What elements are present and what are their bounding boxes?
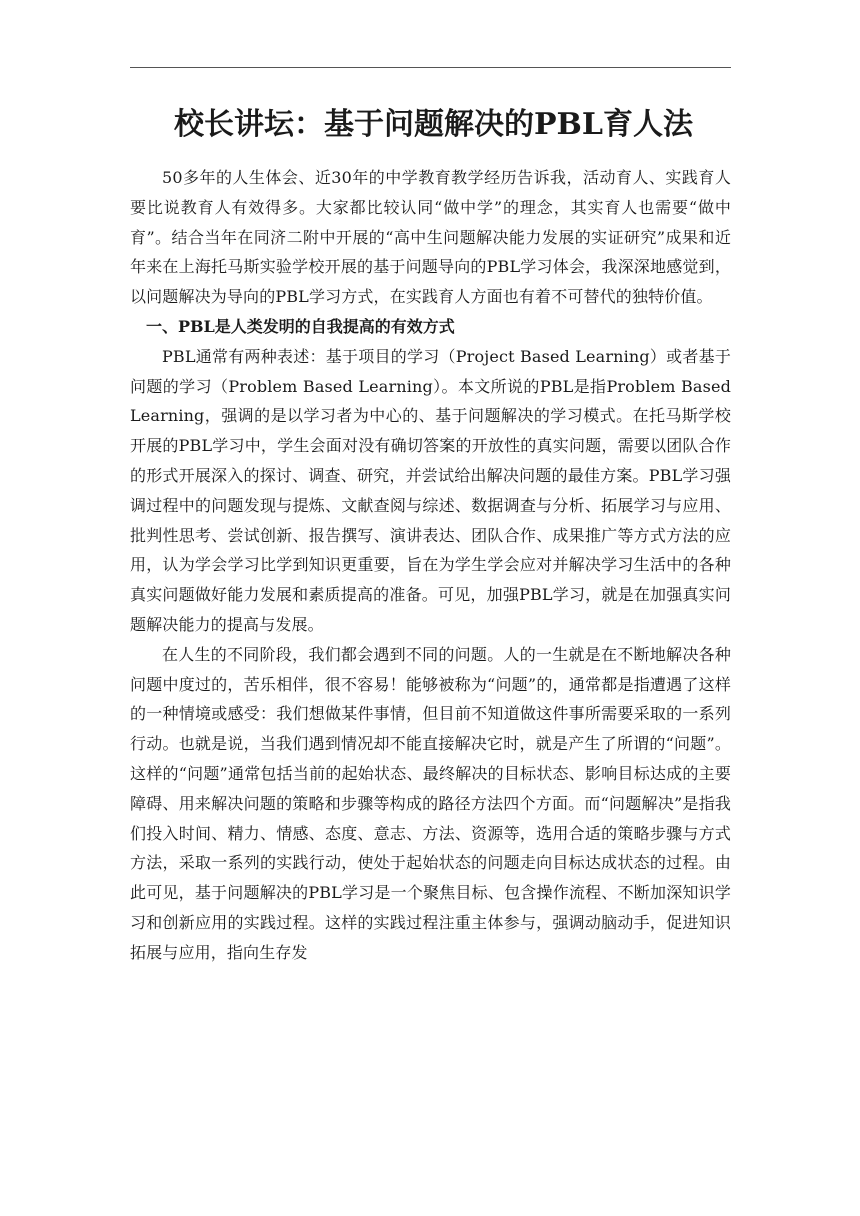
header-rule — [130, 67, 731, 68]
body-paragraph: PBL通常有两种表述：基于项目的学习（Project Based Learning）或者基于问题的学习（Problem Based Learning）。本文所说的PBL是指Problem Based Learning，强调的是以学习者为中心的、基于问题解决的学习模式。在托马斯学校开展的PBL学习中，学生会面对没有确切答案的开放性的真实问题，需要以团队合作的形式开展深入的探讨、调查、研究，并尝试给出解决问题的最佳方案。PBL学习强调过程中的问题发现与提炼、文献查阅与综述、数据调查与分析、拓展学习与应用、批判性思考、尝试创新、报告撰写、演讲表达、团队合作、成果推广等方式方法的应用，认为学会学习比学到知识更重要，旨在为学生学会应对并解决学习生活中的各种真实问题做好能力发展和素质提高的准备。可见，加强PBL学习，就是在加强真实问题解决能力的提高与发展。 — [130, 346, 731, 634]
section-heading: 一、PBL是人类发明的自我提高的有效方式 — [146, 316, 455, 336]
page-title: 校长讲坛：基于问题解决的PBL育人法 — [174, 107, 694, 142]
article-body — [130, 163, 731, 968]
intro-paragraph: 50多年的人生体会、近30年的中学教育教学经历告诉我，活动育人、实践育人要比说教育人有效得多。大家都比较认同“做中学”的理念，其实育人也需要“做中育”。结合当年在同济二附中开展的“高中生问题解决能力发展的实证研究”成果和近年来在上海托马斯实验学校开展的基于问题导向的PBL学习体会，我深深地感觉到，以问题解决为导向的PBL学习方式，在实践育人方面也有着不可替代的独特价值。 — [130, 168, 731, 307]
body-paragraph: 在人生的不同阶段，我们都会遇到不同的问题。人的一生就是在不断地解决各种问题中度过的，苦乐相伴，很不容易！能够被称为“问题”的，通常都是指遭遇了这样的一种情境或感受：我们想做某件事情，但目前不知道做这件事所需要采取的一系列行动。也就是说，当我们遇到情况却不能直接解决它时，就是产生了所谓的“问题”。这样的“问题”通常包括当前的起始状态、最终解决的目标状态、影响目标达成的主要障碍、用来解决问题的策略和步骤等构成的路径方法四个方面。而“问题解决”是指我们投入时间、精力、情感、态度、意志、方法、资源等，选用合适的策略步骤与方式方法，采取一系列的实践行动，使处于起始状态的问题走向目标达成状态的过程。由此可见，基于问题解决的PBL学习是一个聚焦目标、包含操作流程、不断加深知识学习和创新应用的实践过程。这样的实践过程注重主体参与，强调动脑动手，促进知识拓展与应用，指向生存发 — [130, 644, 731, 962]
